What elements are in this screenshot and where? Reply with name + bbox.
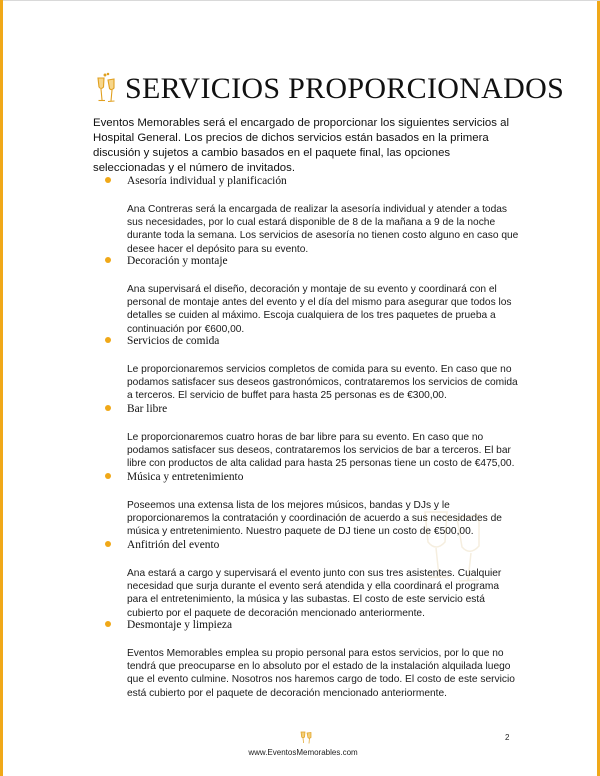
service-heading: Bar libre	[127, 403, 168, 415]
service-description: Ana estará a cargo y supervisará el evento junto con sus tres asistentes. Cualquier necesidad que surja durante el evento será atendida y ella coordinará el programa para el entretenimiento, la música y las subastas. El costo de este servicio está cubierto por el paquete de decoración mencionado anteriormente.	[127, 568, 502, 619]
service-description: Le proporcionaremos cuatro horas de bar libre para su evento. En caso que no podamos satisfacer sus deseos, contrataremos los servicios de bar a terceros. El bar libre con productos de alta calidad para hasta 25 personas tiene un costo de €475,00.	[127, 432, 515, 470]
service-item	[105, 400, 519, 471]
service-heading: Desmontaje y limpieza	[127, 619, 233, 631]
service-item	[105, 172, 519, 256]
bullet-icon	[105, 621, 111, 627]
intro-paragraph: Eventos Memorables será el encargado de proporcionar los siguientes servicios al Hospital General. Los precios de dichos servicios están basados en la primera discusión y sujetos a cambio basados en el paquete final, las opciones seleccionadas y el número de invitados.	[93, 117, 509, 174]
service-item	[105, 616, 519, 700]
bullet-icon	[105, 405, 111, 411]
service-heading: Decoración y montaje	[127, 255, 228, 267]
bullet-icon	[105, 473, 111, 479]
top-border	[3, 0, 600, 1]
page-title: SERVICIOS PROPORCIONADOS	[125, 72, 565, 105]
page-number: 2	[505, 733, 510, 742]
champagne-watermark-icon	[407, 498, 497, 588]
service-description: Poseemos una extensa lista de los mejores músicos, bandas y DJs y le proporcionaremos la contratación y coordinación de acuerdo a sus necesidades de música y entretenimiento. Nuestro paquete de DJ tiene un costo de €500,00.	[127, 500, 502, 538]
service-description: Le proporcionaremos servicios completos de comida para su evento. En caso que no podamos satisfacer sus deseos gastronómicos, contrataremos los servicios de comida a terceros. El servicio de buffet para hasta 25 personas es de €300,00.	[127, 364, 518, 402]
service-item	[105, 252, 519, 336]
bullet-icon	[105, 541, 111, 547]
title-row	[93, 70, 564, 106]
service-description: Ana Contreras será la encargada de realizar la asesoría individual y atender a todas sus necesidades, por lo cual estará disponible de 8 de la mañana a 9 de la noche durante toda la semana. Los servicios de asesoría no tienen costo alguno en caso que desee hacer el depósito para su evento.	[127, 204, 519, 255]
champagne-glasses-icon	[93, 72, 121, 106]
service-heading: Asesoría individual y planificación	[127, 175, 287, 187]
service-description: Ana supervisará el diseño, decoración y montaje de su evento y coordinará con el personal de montaje antes del evento y el día del mismo para asegurar que todos los detalles se cuiden al máximo. Escoja cualquiera de los tres paquetes de prueba a continuación por €600,00.	[127, 284, 512, 335]
service-heading: Servicios de comida	[127, 335, 220, 347]
bullet-icon	[105, 177, 111, 183]
bullet-icon	[105, 257, 111, 263]
service-heading: Música y entretenimiento	[127, 471, 244, 483]
footer-url: www.EventosMemorables.com	[248, 748, 358, 757]
champagne-glasses-icon	[299, 730, 313, 746]
bullet-icon	[105, 337, 111, 343]
service-item	[105, 332, 519, 403]
service-heading: Anfitrión del evento	[127, 539, 220, 551]
service-description: Eventos Memorables emplea su propio personal para estos servicios, por lo que no tendrá que preocuparse en lo absoluto por el estado de la instalación alquilada luego que el evento culmine. Nosotros nos haremos cargo de todo. El costo de este servicio está cubierto por el paquete de decoración mencionado anteriormente.	[127, 648, 515, 699]
